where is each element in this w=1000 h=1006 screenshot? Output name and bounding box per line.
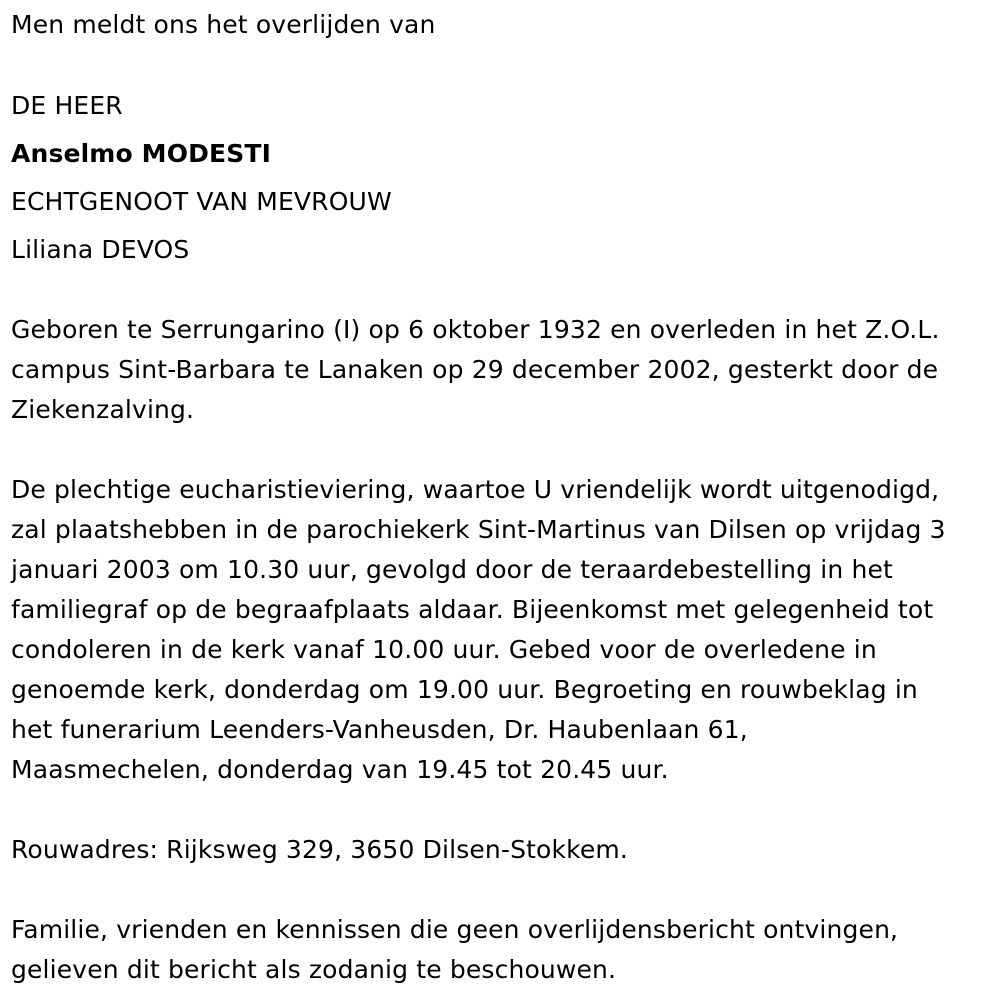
- spouse-title: ECHTGENOOT VAN MEVROUW: [11, 187, 392, 216]
- mourning-address: Rouwadres: Rijksweg 329, 3650 Dilsen-Stokkem.: [11, 835, 628, 864]
- intro-text: Men meldt ons het overlijden van: [11, 10, 436, 39]
- paragraph-line: Ziekenzalving.: [11, 395, 195, 424]
- paragraph-line: familiegraf op de begraafplaats aldaar. Bijeenkomst met gelegenheid tot: [11, 595, 934, 624]
- paragraph-line: Familie, vrienden en kennissen die geen overlijdensbericht ontvingen,: [11, 915, 899, 944]
- paragraph-line: zal plaatshebben in de parochiekerk Sint-Martinus van Dilsen op vrijdag 3: [11, 515, 946, 544]
- paragraph-line: Geboren te Serrungarino (I) op 6 oktober 1932 en overleden in het Z.O.L.: [11, 315, 940, 344]
- paragraph-line: condoleren in de kerk vanaf 10.00 uur. Gebed voor de overledene in: [11, 635, 877, 664]
- paragraph-line: De plechtige eucharistieviering, waartoe U vriendelijk wordt uitgenodigd,: [11, 475, 940, 504]
- spouse-name: Liliana DEVOS: [11, 235, 190, 264]
- paragraph-line: januari 2003 om 10.30 uur, gevolgd door de teraardebestelling in het: [11, 555, 893, 584]
- paragraph-line: genoemde kerk, donderdag om 19.00 uur. Begroeting en rouwbeklag in: [11, 675, 918, 704]
- paragraph-line: het funerarium Leenders-Vanheusden, Dr. Haubenlaan 61,: [11, 715, 748, 744]
- deceased-name: Anselmo MODESTI: [11, 139, 272, 168]
- honorific: DE HEER: [11, 91, 123, 120]
- paragraph-line: Maasmechelen, donderdag van 19.45 tot 20.45 uur.: [11, 755, 669, 784]
- paragraph-line: gelieven dit bericht als zodanig te beschouwen.: [11, 955, 617, 984]
- paragraph-line: campus Sint-Barbara te Lanaken op 29 december 2002, gesterkt door de: [11, 355, 939, 384]
